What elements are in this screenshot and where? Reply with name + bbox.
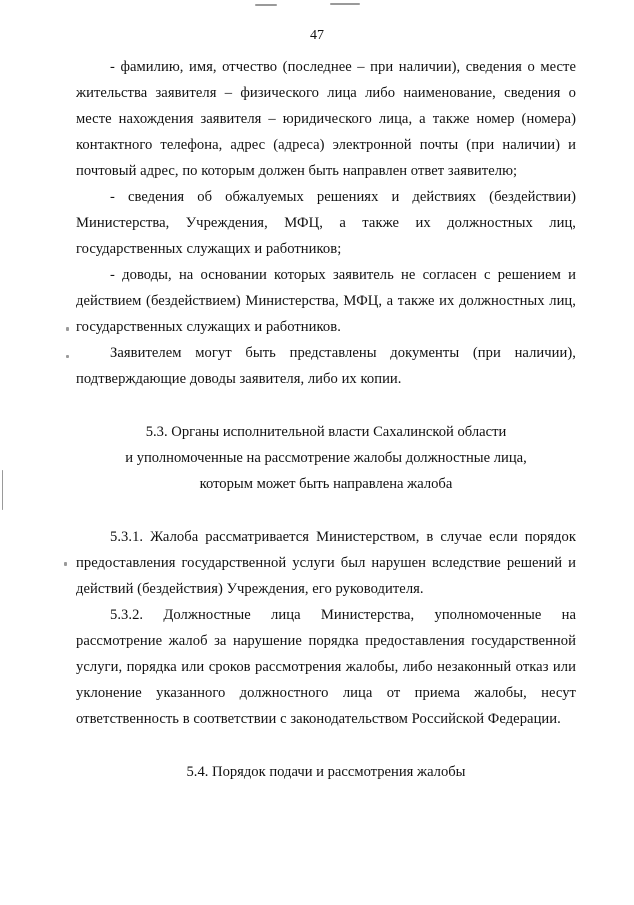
section-heading-5-3 [76,419,576,497]
scan-speck [2,470,3,510]
heading-line: которым может быть направлена жалоба [199,476,453,492]
heading-line: 5.4. Порядок подачи и рассмотрения жалобы [186,764,466,780]
paragraph: - доводы, на основании которых заявитель не согласен с решением и действием (бездействием) Министерства, МФЦ, а также их должностных лиц, государственных служащих и работников. [76,267,576,335]
scan-speck [255,4,277,6]
scan-speck [66,355,69,358]
heading-line: 5.3. Органы исполнительной власти Сахалинской области [145,424,507,440]
paragraph: - сведения об обжалуемых решениях и действиях (бездействии) Министерства, Учреждения, МФЦ, а также их должностных лиц, государственных служащих и работников; [76,189,576,257]
paragraph: 5.3.2. Должностные лица Министерства, уполномоченные на рассмотрение жалоб за нарушение порядка предоставления государственной услуги, порядка или сроков рассмотрения жалобы, либо незаконный отказ или уклонение указанного должностного лица от приема жалобы, несут ответственность в соответствии с законодательством Российской Федерации. [76,607,576,727]
paragraph: 5.3.1. Жалоба рассматривается Министерством, в случае если порядок предоставления государственной услуги был нарушен вследствие решений и действий (бездействия) Учреждения, его руководителя. [76,529,576,597]
paragraph: Заявителем могут быть представлены документы (при наличии), подтверждающие доводы заявителя, либо их копии. [76,345,576,387]
heading-line: и уполномоченные на рассмотрение жалобы должностные лица, [125,450,527,466]
scan-speck [330,3,360,5]
scan-speck [64,562,67,566]
scan-speck [66,327,69,331]
section-heading-5-4 [76,759,576,785]
document-body [76,54,576,812]
page-number: 47 [310,28,324,43]
paragraph: - фамилию, имя, отчество (последнее – при наличии), сведения о месте жительства заявителя – физического лица либо наименование, сведения о месте нахождения заявителя – юридического лица, а также номер (номера) контактного телефона, адрес (адреса) электронной почты (при наличии) и почтовый адрес, по которым должен быть направлен ответ заявителю; [76,59,576,179]
